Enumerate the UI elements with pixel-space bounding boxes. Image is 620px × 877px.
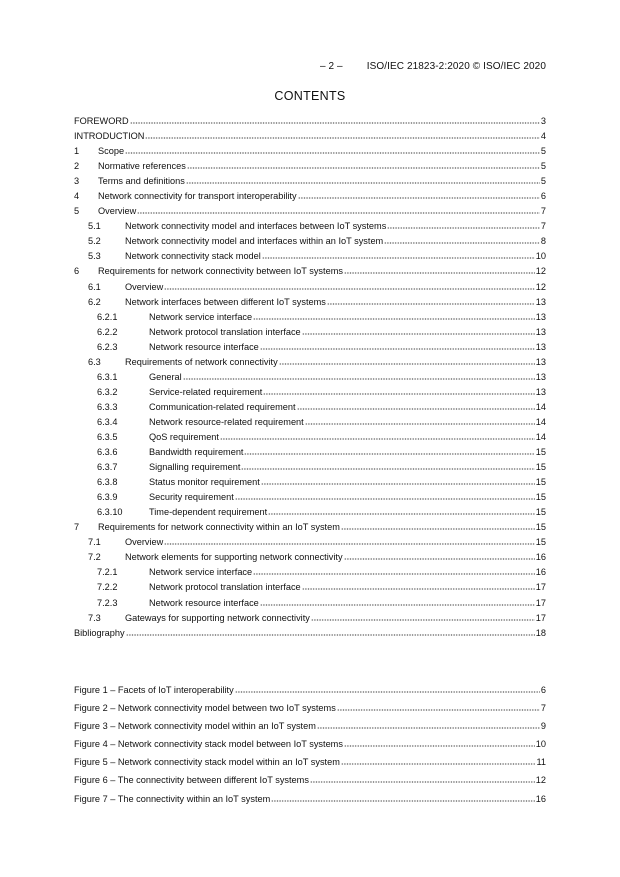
toc-entry[interactable] [74, 518, 546, 533]
toc-entry-page: 17 [535, 582, 546, 593]
toc-entry-number: 6.2.3 [97, 341, 118, 352]
figure-entry-title[interactable]: Figure 2 – Network connectivity model between two IoT systems [74, 703, 336, 714]
toc-entry-page: 16 [535, 552, 546, 563]
dot-leader [183, 369, 535, 381]
toc-entry-title[interactable]: Overview [125, 281, 164, 292]
dot-leader [164, 279, 534, 291]
toc-entry-title[interactable]: Requirements of network connectivity [125, 356, 278, 367]
toc-entry-title[interactable]: INTRODUCTION [74, 131, 145, 142]
toc-entry[interactable] [74, 488, 546, 503]
figure-entry-title[interactable]: Figure 7 – The connectivity within an IoT system [74, 793, 271, 804]
toc-entry-number: 6 [74, 266, 80, 277]
toc-entry[interactable] [74, 278, 546, 293]
figure-entry[interactable] [74, 681, 546, 699]
toc-entry-page: 7 [540, 221, 546, 232]
toc-entry-number: 6.3.1 [97, 371, 118, 382]
dot-leader [186, 173, 540, 185]
toc-entry[interactable] [74, 458, 546, 473]
dot-leader [244, 444, 534, 456]
toc-entry[interactable] [74, 443, 546, 458]
dot-leader [317, 718, 540, 730]
toc-entry-title[interactable]: Time-dependent requirement [149, 507, 268, 518]
toc-entry-title[interactable]: Overview [98, 206, 137, 217]
toc-entry-number: 1 [74, 146, 80, 157]
toc-entry-page: 13 [535, 341, 546, 352]
dot-leader [253, 309, 535, 321]
toc-entry[interactable] [74, 232, 546, 247]
toc-entry-page: 15 [535, 477, 546, 488]
toc-entry[interactable] [74, 368, 546, 383]
toc-entry[interactable] [74, 563, 546, 578]
toc-entry-number: 6.3 [88, 356, 101, 367]
toc-entry-number: 5.2 [88, 236, 101, 247]
figure-entry[interactable] [74, 699, 546, 717]
toc-entry[interactable] [74, 428, 546, 443]
toc-entry-page: 18 [535, 627, 546, 638]
figure-entry-title[interactable]: Figure 1 – Facets of IoT interoperability [74, 685, 234, 695]
toc-entry-page: 15 [535, 447, 546, 458]
toc-entry[interactable] [74, 503, 546, 518]
dot-leader [271, 791, 535, 803]
figure-entry-title[interactable]: Figure 5 – Network connectivity stack model within an IoT system [74, 757, 340, 768]
dot-leader [337, 700, 540, 712]
toc-entry-title[interactable]: Scope [98, 146, 125, 157]
toc-entry-page: 7 [540, 206, 546, 217]
toc-entry-page: 3 [540, 116, 546, 126]
toc-entry-title[interactable]: Normative references [98, 161, 186, 172]
dot-leader [344, 736, 535, 748]
toc-entry[interactable] [74, 624, 546, 639]
toc-entry-number: 6.3.6 [97, 447, 118, 458]
figure-entry[interactable] [74, 771, 546, 789]
toc-entry-page: 13 [535, 296, 546, 307]
figure-entry-page: 16 [535, 793, 546, 804]
toc-entry-title[interactable]: Communication-related requirement [149, 401, 296, 412]
toc-entry-page: 15 [535, 537, 546, 548]
figure-entry-title[interactable]: Figure 4 – Network connectivity stack model between IoT systems [74, 739, 343, 750]
toc-entry-number: 6.2 [88, 296, 101, 307]
toc-entry[interactable] [74, 217, 546, 232]
toc-entry[interactable] [74, 533, 546, 548]
dot-leader [341, 519, 535, 531]
toc-entry-number: 7.1 [88, 537, 101, 548]
figure-entry[interactable] [74, 790, 546, 808]
toc-entry[interactable] [74, 142, 546, 157]
toc-entry-page: 17 [535, 597, 546, 608]
toc-entry-number: 6.3.2 [97, 386, 118, 397]
toc-entry-page: 15 [535, 507, 546, 518]
toc-entry-number: 7.2.1 [97, 567, 118, 578]
toc-entry-title[interactable]: Terms and definitions [98, 176, 185, 187]
toc-entry-number: 6.3.8 [97, 477, 118, 488]
toc-entry-title[interactable]: FOREWORD [74, 116, 129, 126]
dot-leader [344, 549, 535, 561]
toc-entry-title[interactable]: Network connectivity model and interfaces within an IoT system [125, 236, 384, 247]
dot-leader [145, 128, 539, 140]
toc-entry[interactable] [74, 398, 546, 413]
toc-entry-number: 7.2.2 [97, 582, 118, 593]
toc-entry-number: 7.2.3 [97, 597, 118, 608]
toc-entry[interactable] [74, 473, 546, 488]
figure-entry-page: 6 [540, 685, 546, 695]
toc-entry-page: 13 [535, 311, 546, 322]
figure-entry-title[interactable]: Figure 6 – The connectivity between different IoT systems [74, 775, 309, 786]
toc-entry[interactable] [74, 127, 546, 142]
dot-leader [387, 218, 540, 230]
dot-leader [235, 489, 535, 501]
figure-entry[interactable] [74, 735, 546, 753]
toc-list [74, 112, 546, 639]
dot-leader [126, 625, 535, 637]
toc-entry-number: 3 [74, 176, 80, 187]
toc-entry-page: 5 [540, 146, 546, 157]
toc-entry-title[interactable]: Network protocol translation interface [149, 326, 301, 337]
toc-entry-title[interactable]: Network connectivity stack model [125, 251, 261, 262]
toc-entry-title[interactable]: Network service interface [149, 567, 253, 578]
dot-leader [344, 263, 535, 275]
dot-leader [311, 610, 535, 622]
dot-leader [220, 429, 535, 441]
toc-entry-page: 13 [535, 371, 546, 382]
toc-entry-title[interactable]: Bandwidth requirement [149, 447, 244, 458]
dot-leader [130, 113, 540, 125]
dot-leader [253, 564, 535, 576]
figure-entry[interactable] [74, 753, 546, 771]
toc-entry-page: 13 [535, 386, 546, 397]
toc-entry[interactable] [74, 338, 546, 353]
dot-leader [268, 504, 535, 516]
toc-entry-title[interactable]: Network resource interface [149, 597, 259, 608]
toc-entry-title[interactable]: Network resource-related requirement [149, 416, 304, 427]
toc-entry-number: 6.3.5 [97, 431, 118, 442]
toc-entry-title[interactable]: Network protocol translation interface [149, 582, 301, 593]
dot-leader [260, 339, 535, 351]
dot-leader [327, 294, 535, 306]
dot-leader [261, 474, 535, 486]
dot-leader [341, 754, 536, 766]
toc-entry[interactable] [74, 594, 546, 609]
toc-entry-page: 4 [540, 131, 546, 142]
toc-entry[interactable] [74, 383, 546, 398]
toc-entry-title[interactable]: Status monitor requirement [149, 477, 260, 488]
dot-leader [302, 579, 535, 591]
dot-leader [298, 188, 540, 200]
toc-entry-title[interactable]: Network resource interface [149, 341, 259, 352]
figure-entry-title[interactable]: Figure 3 – Network connectivity model within an IoT system [74, 721, 316, 732]
toc-entry-title[interactable]: Service-related requirement [149, 386, 263, 397]
toc-entry-title[interactable]: Gateways for supporting network connectivity [125, 612, 310, 623]
toc-entry[interactable] [74, 112, 546, 127]
toc-entry-title[interactable]: Overview [125, 537, 164, 548]
toc-entry-page: 13 [535, 326, 546, 337]
toc-entry-page: 12 [535, 266, 546, 277]
toc-entry-title[interactable]: Signalling requirement [149, 462, 241, 473]
dot-leader [164, 534, 534, 546]
toc-entry-title[interactable]: QoS requirement [149, 431, 219, 442]
toc-entry-number: 7 [74, 522, 80, 533]
toc-entry[interactable] [74, 308, 546, 323]
figure-entry-page: 7 [540, 703, 546, 714]
toc-entry[interactable] [74, 247, 546, 262]
toc-entry[interactable] [74, 353, 546, 368]
figure-entry[interactable] [74, 717, 546, 735]
toc-entry-page: 16 [535, 567, 546, 578]
toc-entry-title[interactable]: Network interfaces between different IoT systems [125, 296, 326, 307]
dot-leader [279, 354, 535, 366]
toc-entry[interactable] [74, 202, 546, 217]
figure-entry-page: 10 [535, 739, 546, 750]
toc-entry[interactable] [74, 262, 546, 277]
toc-entry-page: 12 [535, 281, 546, 292]
toc-entry[interactable] [74, 172, 546, 187]
dot-leader [262, 248, 535, 260]
toc-entry-number: 6.3.4 [97, 416, 118, 427]
dot-leader [235, 682, 540, 694]
figure-list [74, 681, 546, 808]
toc-entry-number: 6.2.1 [97, 311, 118, 322]
toc-entry-number: 2 [74, 161, 80, 172]
toc-entry[interactable] [74, 323, 546, 338]
toc-entry-number: 5.1 [88, 221, 101, 232]
toc-entry-number: 6.3.9 [97, 492, 118, 503]
toc-entry-number: 6.3.3 [97, 401, 118, 412]
toc-entry-title[interactable]: Bibliography [74, 627, 125, 638]
toc-entry-page: 15 [535, 492, 546, 503]
toc-entry-page: 17 [535, 612, 546, 623]
toc-entry-title[interactable]: Network connectivity for transport interoperability [98, 191, 297, 202]
toc-entry-page: 15 [535, 522, 546, 533]
toc-entry[interactable] [74, 157, 546, 172]
figure-entry-page: 11 [536, 757, 546, 768]
toc-entry-number: 7.2 [88, 552, 101, 563]
toc-entry[interactable] [74, 548, 546, 563]
figure-entry-page: 9 [540, 721, 546, 732]
toc-entry-number: 4 [74, 191, 80, 202]
standard-reference: ISO/IEC 21823-2:2020 © ISO/IEC 2020 [366, 61, 546, 72]
toc-entry-title[interactable]: Network connectivity model and interfaces between IoT systems [125, 221, 387, 232]
dot-leader [302, 324, 535, 336]
dot-leader [310, 772, 535, 784]
dot-leader [384, 233, 540, 245]
toc-entry-page: 5 [540, 161, 546, 172]
toc-entry-page: 15 [535, 462, 546, 473]
toc-entry-number: 6.3.7 [97, 462, 118, 473]
toc-entry-number: 7.3 [88, 612, 101, 623]
toc-entry-page: 5 [540, 176, 546, 187]
toc-entry-page: 14 [535, 416, 546, 427]
toc-entry[interactable] [74, 578, 546, 593]
dot-leader [125, 143, 540, 155]
dot-leader [241, 459, 534, 471]
toc-entry-number: 5 [74, 206, 80, 217]
toc-entry-page: 10 [535, 251, 546, 262]
dot-leader [137, 203, 540, 215]
toc-entry-page: 14 [535, 401, 546, 412]
toc-entry-title[interactable]: Network elements for supporting network connectivity [125, 552, 343, 563]
dot-leader [297, 399, 535, 411]
toc-entry-page: 13 [535, 356, 546, 367]
toc-entry-number: 5.3 [88, 251, 101, 262]
toc-entry-number: 6.1 [88, 281, 101, 292]
toc-entry[interactable] [74, 293, 546, 308]
toc-entry-title[interactable]: Requirements for network connectivity within an IoT system [98, 522, 340, 533]
toc-entry[interactable] [74, 413, 546, 428]
dot-leader [263, 384, 534, 396]
toc-entry[interactable] [74, 609, 546, 624]
toc-entry-page: 14 [535, 431, 546, 442]
toc-entry[interactable] [74, 187, 546, 202]
dot-leader [187, 158, 540, 170]
page-number: – 2 – [319, 61, 343, 72]
figure-entry-page: 12 [535, 775, 546, 786]
toc-entry-title[interactable]: Security requirement [149, 492, 234, 503]
page-title: CONTENTS [274, 89, 346, 103]
dot-leader [260, 595, 535, 607]
dot-leader [305, 414, 535, 426]
toc-entry-title[interactable]: Requirements for network connectivity between IoT systems [98, 266, 343, 277]
toc-entry-title[interactable]: General [149, 371, 182, 382]
toc-entry-title[interactable]: Network service interface [149, 311, 253, 322]
toc-entry-page: 6 [540, 191, 546, 202]
toc-entry-number: 6.2.2 [97, 326, 118, 337]
toc-entry-number: 6.3.10 [97, 507, 123, 518]
running-header [320, 61, 546, 72]
toc-entry-page: 8 [540, 236, 546, 247]
